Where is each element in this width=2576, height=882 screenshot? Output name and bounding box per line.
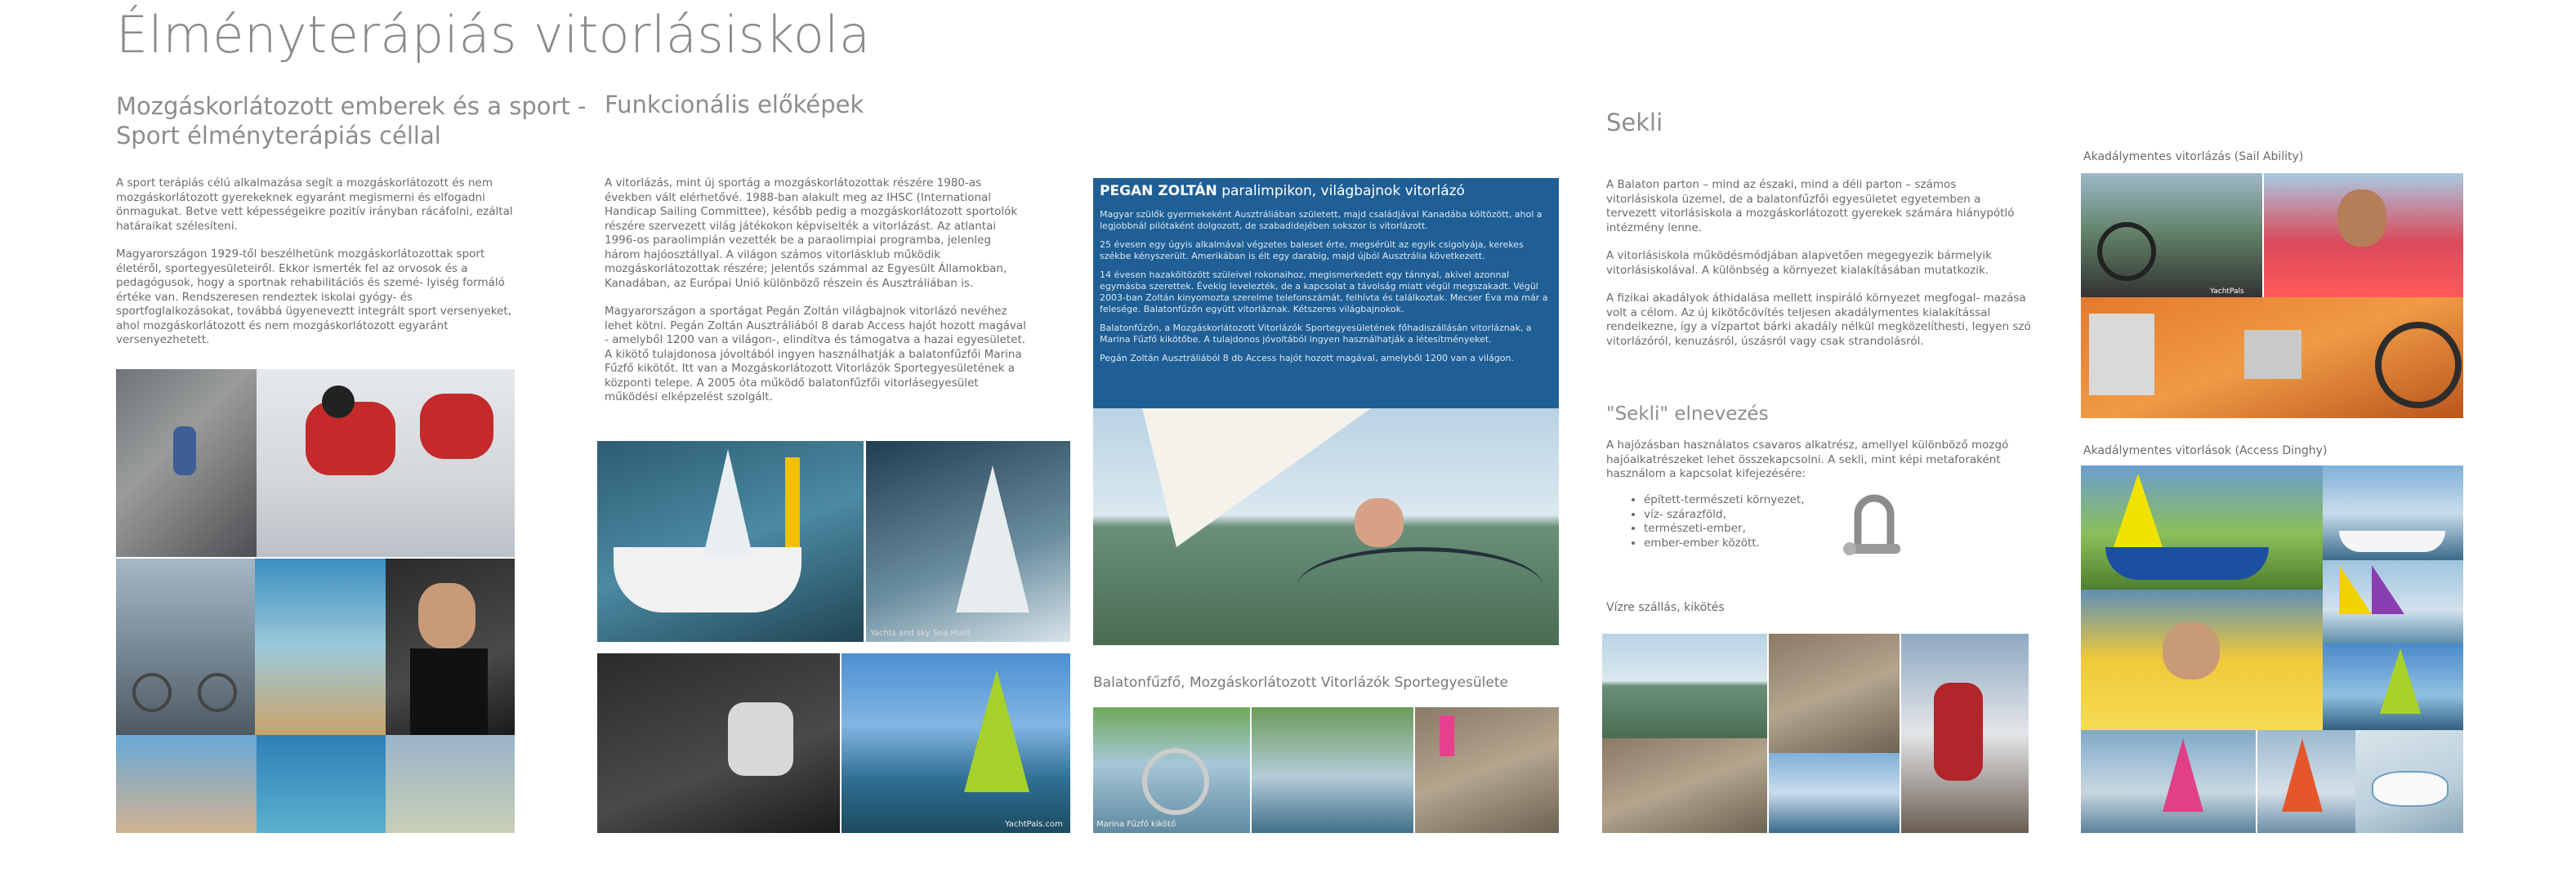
sailing-boat-photo-1: [597, 441, 864, 642]
box-title-rest: paralimpikon, világbajnok vitorlázó: [1221, 183, 1465, 199]
bullet-item: • épített-természeti környezet,: [1644, 493, 1840, 508]
bullet-item: • víz- szárazföld,: [1644, 508, 1840, 523]
box-title: [1100, 183, 1465, 199]
sekli-bullet-list: [1626, 493, 1840, 550]
col1-text: [116, 176, 529, 362]
mooring-label: Vízre szállás, kikötés: [1606, 601, 1725, 614]
orange-sail-photo: [2257, 730, 2355, 833]
col4-paragraph-3: A fizikai akadályok áthidalása mellett inspiráló környezet megfogal- mazása volt a célom. Az új kikötőcövítés teljesen akadálymentes kialakítással rendelkezne, így a vízpartot bárki akadály nélkül megközelíthesti, legyen szó vitorlázóról, kenuzásról, úszásról vagy csak strandolásról.: [1606, 292, 2031, 348]
pegan-info-box: [1093, 178, 1559, 408]
white-dinghy-photo: [2355, 730, 2463, 833]
shackle-icon: [1842, 490, 1907, 562]
jetty-photo: [1602, 634, 1767, 738]
wheelchair-pier-photo: [1415, 707, 1559, 833]
climber-photo: [116, 369, 257, 557]
wheelchairs-deck-photo: [2081, 173, 2262, 297]
col1-paragraph-2: Magyarországon 1929-től beszélhetünk mozgáskorlátozottak sport életéről, sportegyesületeiről. Ekkor ismerték fel az orvosok és a pedagógusok, hogy a sportnak rehabilitációs és szemé- lyiség formáló értéke van. Rendszeresen rendeztek iskolai gyógy- és sportfoglalkozásokat, továbbá ügyeneveztt integrált sport versenyeket, ahol mozgáskorlátozott és nem mozgáskorlátozott egyaránt versenyezhetett.: [116, 247, 511, 346]
sekli-naming-heading: "Sekli" elnevezés: [1606, 403, 1769, 425]
page-title: Élményterápiás vitorlásiskola: [116, 5, 871, 65]
mooring-rope-photo: [1769, 634, 1900, 753]
col4-text: [1606, 178, 2031, 363]
photo-credit-1: Yachts and sky Sea Hunt: [870, 629, 971, 638]
swimming-photo: [257, 735, 386, 833]
dinghy-lake-photo: [2323, 466, 2463, 560]
box-paragraph-3: 14 évesen hazaköltözött szüleivel rokonaihoz, megismerkedett egy tánnyal, akivel azonnal egymásba szerettek. Évekig levelezték, de a kapcsolat a távolság miatt végül megszakadt. Végül 2003-ban Zoltán kinyomozta szerelme telefonszámát, felhívta és találkoztak. Mecser Éva ma már a felesége. Balatonfűzőn együtt vitorláznak. Kétszeres világbajnokok.: [1100, 270, 1548, 314]
col1-heading: Mozgáskorlátozott emberek és a sport - Sport élményterápiás céllal: [116, 92, 587, 149]
access-dinghy-label: Akadálymentes vitorlások (Access Dinghy): [2083, 444, 2328, 457]
sailors-photo: [1901, 634, 2029, 833]
runner-photo: [386, 735, 515, 833]
colored-sails-photo: [2323, 560, 2463, 644]
col2-text: [605, 176, 1029, 419]
box-paragraph-2: 25 évesen egy úgyis alkalmával végzetes baleset érte, megsérült az egyik csigolyája, kerekes székbe kényszerült. Amerikában is élt egy darabig, majd újból Ausztrália következett.: [1100, 239, 1524, 261]
sailing-cockpit-photo: [597, 653, 840, 833]
col1-paragraph-1: A sport terápiás célú alkalmazása segít a mozgáskorlátozott és nem mozgáskorlátozott gyerekeknek egyaránt megismerni és elfogadni önmagukat. Betve vett képességeikre pozitív irányban rácáfolni, ezáltal határaikat szélesíteni.: [116, 176, 513, 233]
col4-paragraph-2: A vitorlásiskola működésmódjában alapvetően megegyezik bármelyik vitorlásiskolával. A különbség a környezet kialakításában mutatkozik.: [1606, 249, 1992, 277]
access-boat-interior-photo: [2081, 297, 2463, 418]
paralympic-athletes-photo: [255, 559, 386, 735]
kids-photo: [116, 735, 257, 833]
pegan-sailing-photo: [1093, 408, 1559, 645]
sekli-naming-text: A hajózásban használatos csavaros alkatrész, amellyel különböző mozgó hajóalkatrészeket lehet összekapcsolni. A sekli, mint képi metaforaként használom a kapcsolat kifejezésére:: [1606, 439, 2009, 480]
green-sail-dinghy-photo: [2323, 644, 2463, 730]
marina-pier-photo: [1252, 707, 1413, 833]
col2-paragraph-1: A vitorlázás, mint új sportág a mozgáskorlátozottak részére 1980-as években vált elérhetővé. 1988-ban alakult meg az IHSC (International Handicap Sailing Committee), később pedig a mozgáskorlátozott sportolók részére szervezett világ játékokon képviselték a vitorlázást. Az atlantai 1996-os paraolimpián vezették be a paraolimpiai programba, jelenleg három hajóosztállyal. A világon számos vitorlásklub működik mozgáskorlátozottak részére; jelentős számmal az Egyesült Államokban, Kanadában, az Európai Unió különböző részein és Ausztráliában is.: [605, 176, 1018, 290]
yachtpals-watermark: YachtPals: [2210, 287, 2244, 296]
box-paragraph-5: Pegán Zoltán Ausztráliából 8 db Access hajót hozott magával, amelyből 1200 van a világon.: [1100, 353, 1515, 363]
box-text: [1100, 209, 1552, 364]
boats-at-dock-photo: [1769, 753, 1900, 833]
photo-credit-2: YachtPals.com: [1005, 820, 1063, 829]
box-title-name: PEGAN ZOLTÁN: [1100, 183, 1217, 199]
col2-paragraph-2: Magyarországon a sportágat Pegán Zoltán világbajnok vitorlázó nevéhez lehet kötni. Pegán Zoltán Ausztráliából 8 darab Access hajót hozott magával - amelyből 1200 van a világon-, elindítva és támogatva a hazai egyesületet. A kikötő tulajdonosa jóvoltából ingyen használhatják a balatonfűzfői Marina Fűzfő kikötőt. Itt van a Mozgáskorlátozott Vitorlázók Sportegyesületének a központi telepe. A 2005 óta működő balatonfűzfői vitorlásegyesület működési elképzelést szolgált.: [605, 305, 1026, 403]
col2-heading: Funkcionális előképek: [605, 91, 864, 118]
sail-ability-label: Akadálymentes vitorlázás (Sail Ability): [2083, 150, 2304, 163]
box-paragraph-4: Balatonfűzőn, a Mozgáskorlátozott Vitorlázók Sportegyesületének főhadiszállásán vitorláznak, a Marina Fűzfő kikötőbe. A tulajdonos jóvoltából ingyen használhatják a létesítményeket.: [1100, 323, 1532, 345]
col4-paragraph-1: A Balaton parton – mind az északi, mind a déli parton – számos vitorlásiskola üzemel, de a balatonfűzfői egyesületet egyetemben a tervezett vitorlásiskola a mozgáskorlátozott gyerekek számára hiánypótló intézmény lenne.: [1606, 178, 2015, 234]
dock-photo: [1602, 738, 1767, 833]
box-paragraph-1: Magyar szülők gyermekeként Ausztráliában született, majd családjával Kanadába költözött, ahol a legjobbnál pilótaként dolgozott, de szabadidejében sokszor is vitorlázott.: [1100, 209, 1542, 231]
bullet-item: • természeti-ember,: [1644, 522, 1840, 537]
bullet-item: • ember-ember között.: [1644, 537, 1840, 551]
marina-caption: Marina Fűzfő kikötő: [1096, 820, 1176, 829]
sledge-hockey-photo: [257, 369, 515, 557]
green-sail-photo: [842, 653, 1070, 833]
yellow-dinghy-photo: [2081, 590, 2323, 730]
dinghies-lawn-photo: [2081, 466, 2323, 590]
col4-heading: Sekli: [1606, 109, 1663, 136]
club-caption: Balatonfűzfő, Mozgáskorlátozott Vitorlázók Sportegyesülete: [1093, 675, 1508, 691]
wheelchair-dock-photo: [1093, 707, 1250, 833]
sailing-boat-photo-2: [866, 441, 1070, 642]
handbike-city-photo: [116, 559, 255, 735]
athlete-portrait-photo: [386, 559, 515, 735]
sailor-in-boat-photo: [2264, 173, 2463, 297]
pink-sail-photo: [2081, 730, 2256, 833]
